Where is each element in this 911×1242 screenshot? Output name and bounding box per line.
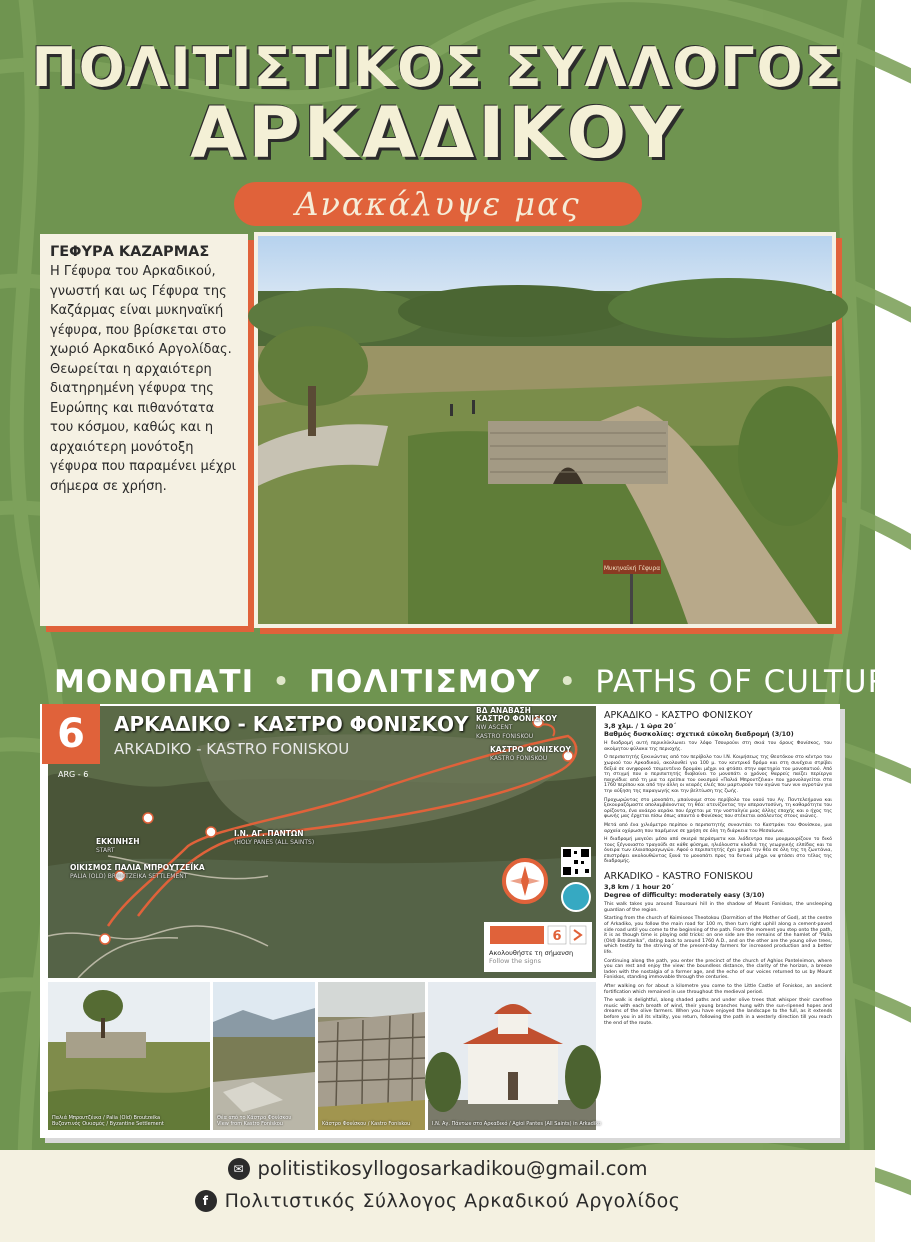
map-label-text: ΕΚΚΙΝΗΣΗ: [96, 837, 140, 846]
tagline-pill: Ανακάλυψε μας: [234, 182, 642, 226]
route-difficulty-gr: Βαθμός δυσκολίας: σχετικά εύκολη διαδρομή (3/10): [604, 729, 794, 738]
route-paragraph: Η διαδρομή μαγεύει μέσα από σκιερά περάσματα και λιόδεντρα που μουρμουρίζουν το δικό τους ξέγνοιαστο τραγούδι σε κάθε φύσημα, ηλιόλουστα κλαδιά της γεωργικής ελπίδας και τα όνειρα των ελαιοπαραγωγών. Αφού ο περιπατητής έχει χαρεί την θέα σε όλη της τη ζωντάνια, επιστρέφει ακολουθώντας ξανά το μονοπάτι προς τα δυτικά μέχρι να φτάσει στο τέλος της διαδρομής.: [604, 837, 832, 865]
title-line-1: ΠΟΛΙΤΙΣΤΙΚΟΣ ΣΥΛΛΟΓΟΣ: [31, 36, 844, 99]
footer-facebook-row[interactable]: [0, 1190, 875, 1212]
footer-email-row[interactable]: [0, 1157, 875, 1180]
map-title-en: ARKADIKO - KASTRO FONISKOU: [114, 740, 350, 758]
route-paragraph: Μετά από ένα χιλιόμετρο περίπου ο περιπατητής συναντάει το Καστράκι του Φονίσκου, μια αρχαία οχύρωση που παρέμεινε σε χρήση σε όλη τη διάρκεια του Μεσαίωνα.: [604, 822, 832, 834]
route-distance-gr: 3,8 χλμ. / 1 ώρα 20΄: [604, 722, 676, 730]
map-label-kastro: [490, 746, 571, 763]
facebook-icon: f: [195, 1190, 217, 1212]
bridge-description: Η Γέφυρα του Αρκαδικού, γνωστή και ως Γέφυρα της Καζάρμας είναι μυκηναϊκή γέφυρα, που βρίσκεται στο χωριό Αρκαδικό Αργολίδας. Θεωρείται η αρχαιότερη διατηρημένη γέφυρα της Ευρώπης και πιθανότατα του κόσμου, καθώς και η αρχαιότερη μονότοξη γέφυρα που παραμένει μέχρι σήμερα σε χρήση.: [50, 264, 236, 494]
route-meta-en: [604, 884, 832, 899]
route-title-gr: ΑΡΚΑΔΙΚΟ - ΚΑΣΤΡΟ ΦΟΝΙΣΚΟΥ: [604, 710, 753, 721]
photo-caption: [432, 1121, 601, 1127]
section-title-gr-1: ΜΟΝΟΠΑΤΙ: [54, 664, 255, 700]
map-label-text: ΚΑΣΤΡΟ ΦΟΝΙΣΚΟΥ: [490, 745, 571, 754]
route-paragraph: Continuing along the path, you enter the precinct of the church of Aghios Panteleimon, where you can rest and enjoy the view: the boundless distance, the clarity of the horizon, a breeze laden with the nostalgia of a former age, and the echo of our voices returned to us by Mount Foniskos, standing immovable through the centuries.: [604, 958, 832, 981]
bridge-sign-text: Μυκηναϊκή Γέφυρα: [603, 565, 661, 572]
photo-caption: [217, 1115, 291, 1127]
route-title-en: ARKADIKO - KASTRO FONISKOU: [604, 871, 753, 883]
mail-icon: ✉: [228, 1158, 250, 1180]
map-label-church: [234, 830, 314, 847]
caption-line: Κάστρο Φονίσκου / Kastro Foniskou: [322, 1121, 411, 1127]
photo-view-from-kastro: [213, 982, 315, 1130]
map-label-text: KASTRO FONISKOU: [476, 733, 534, 740]
section-separator: •: [271, 664, 292, 700]
map-label-text: NW ASCENT: [476, 724, 513, 731]
map-route-code: ARG - 6: [58, 770, 89, 779]
bridge-heading: ΓΕΦΥΡΑ ΚΑΖΑΡΜΑΣ: [50, 244, 210, 260]
photo-caption: [52, 1115, 164, 1127]
map-label-start: [96, 838, 140, 855]
map-label-text: START: [96, 847, 115, 854]
photo-caption: [322, 1121, 410, 1127]
caption-line: Βυζαντινός Οικισμός / Byzantine Settlement: [52, 1121, 164, 1127]
route-number-badge: 6: [42, 704, 100, 764]
caption-line: Θέα από το Κάστρο Φονίσκου: [217, 1115, 292, 1121]
route-description: [604, 708, 832, 1128]
tourism-badge-icon: [561, 882, 591, 912]
photo-old-settlement: [48, 982, 210, 1130]
footer-facebook[interactable]: Πολιτιστικός Σύλλογος Αρκαδικού Αργολίδος: [224, 1190, 681, 1212]
section-separator-2: •: [558, 664, 578, 700]
bridge-description-box: [40, 234, 248, 626]
map-label-text: PALIA (OLD) BROUTZEIKA SETTLEMENT: [70, 873, 188, 880]
bridge-photo: [258, 236, 832, 624]
route-distance-en: 3,8 km / 1 hour 20΄: [604, 883, 674, 892]
section-title-en: PATHS OF CULTURE: [595, 664, 911, 700]
route-difficulty-en: Degree of difficulty: moderately easy (3/10): [604, 890, 765, 899]
follow-signs-text: [489, 950, 573, 965]
map-label-text: KASTRO FONISKOU: [490, 755, 548, 762]
compass-icon: [502, 858, 548, 904]
bridge-photo-frame: [254, 232, 836, 628]
follow-signs-gr: Ακολουθήστε τη σήμανση: [489, 949, 574, 957]
route-paragraph: Ο περιπατητής ξεκινώντας από τον περίβολο του Ι.Ν. Κοιμήσεως της Θεοτόκου στο κέντρο του χωριού του Αρκαδικού, ακολουθεί για 100 μ. τον κεντρικό δρόμο και στη συνέχεια στρίβει δεξιά σε ανηφορικό τσιμεντένιο δρομάκι μέχρι να φτάσει στην αφετηρία του μονοπατιού. Από τη στιγμή που ο περιπατητής διαβαίνει το μονοπάτι ο χρόνος θαρρείς παίζει περίεργα παιχνίδια: από τη μια τα ερείπια του οικισμού «Παλιά Μπρουτζέικα» που χρονολογείται στα 1760 περίπου και από την άλλη οι νεαρές ελιές που μαρτυρούν τον αγώνα των νυν αγροτών για την αύξηση της παραγωγής και την βελτίωση της ζωής.: [604, 755, 832, 794]
photo-church-agioi-pantes: [428, 982, 602, 1130]
map-label-settlement: [70, 864, 205, 881]
title-line-2: ΑΡΚΑΔΙΚΟΥ: [190, 92, 685, 174]
photo-kastro-foniskou: [318, 982, 425, 1130]
route-paragraph: Η διαδρομή αυτή περικλύκλωνει τον λόφο Τσουρούνι στη σκιά του όρους Φονίσκος, του ακοίμητου φύλακα της περιοχής.: [604, 741, 832, 752]
map-label-text: ΟΙΚΙΣΜΟΣ ΠΑΛΙΑ ΜΠΡΟΥΤΖΕΪΚΑ: [70, 863, 205, 872]
route-paragraph: Starting from the church of Koimiseos Theotokou (Dormition of the Mother of God), at the centre of Arkadiko, you follow the main road for 100 m, then turn right uphill along a cement-paved side road until you come to the beginning of the path. From the moment you step onto the path, it is as though time is playing odd tricks: on one side are the remains of the hamlet of “Palia (Old) Broutzeika”, dating back to around 1760 A.D., and on the other are the young olive trees, which testify to the striving of the present-day farmers for increased production and a better life.: [604, 916, 832, 955]
map-label-nw-ascent: [476, 707, 557, 741]
route-paragraph: Προχωρώντας στο μονοπάτι, μπαίνουμε στον περίβολο του ναού του Αγ. Παντελεήμονα και ξεκουραζόμαστε απολαμβάνοντας τη θέα: ατενίζοντας την απεραντοσύνη, τη καθαρότητα του ορίζοντα, ένα ανάερο αεράκι που έρχεται με την νοσταλγία μιας άλλης εποχής και ο ήχος της φωνής μας έρχεται πίσω όπως απαντά ο Φονίσκος που στέκεται ασάλευτος στους αιώνες.: [604, 797, 832, 820]
map-label-text: (HOLY PANES (ALL SAINTS): [234, 839, 315, 846]
section-title: [54, 662, 911, 702]
map-label-text: ΒΔ ΑΝΑΒΑΣΗ: [476, 706, 531, 715]
route-paragraph: After walking on for about a kilometre you come to the Little Castle of Foniskos, an ancient fortification which remained in use throughout the medieval period.: [604, 983, 832, 995]
map-label-text: ΚΑΣΤΡΟ ΦΟΝΙΣΚΟΥ: [476, 714, 557, 723]
follow-signs-en: Follow the signs: [489, 956, 542, 965]
map-title-gr: ΑΡΚΑΔΙΚΟ - ΚΑΣΤΡΟ ΦΟΝΙΣΚΟΥ: [114, 712, 469, 736]
footer-email[interactable]: politistikosyllogosarkadikou@gmail.com: [257, 1157, 648, 1180]
qr-code-icon[interactable]: [561, 847, 591, 877]
route-paragraph: This walk takes you around Tsourouni hill in the shadow of Mount Foniskos, the unsleeping guardian of the region.: [604, 902, 832, 913]
caption-line: View from Kastro Foniskou: [217, 1121, 283, 1127]
sign-number: 6: [552, 929, 562, 944]
caption-line: Παλιά Μπρουτζέικα / Palia (Old) Broutzeika: [52, 1115, 161, 1121]
route-meta-gr: [604, 723, 832, 738]
caption-line: Ι.Ν. Αγ. Πάντων στο Αρκαδικό / Agioi Pantes (All Saints) in Arkadiko: [432, 1121, 602, 1127]
route-paragraph: The walk is delightful, along shaded paths and under olive trees that whisper their carefree music with each breath of wind, their young branches hung with the sun-ripened hopes and dreams of the olive farmers. When you have enjoyed the landscape to the full, as it extends before you in all its vitality, you return, following the path in a westerly direction till you reach the end of the route.: [604, 998, 832, 1026]
section-title-gr-2: ΠΟΛΙΤΙΣΜΟΥ: [309, 664, 541, 700]
map-label-text: Ι.Ν. ΑΓ. ΠΑΝΤΩΝ: [234, 829, 304, 838]
